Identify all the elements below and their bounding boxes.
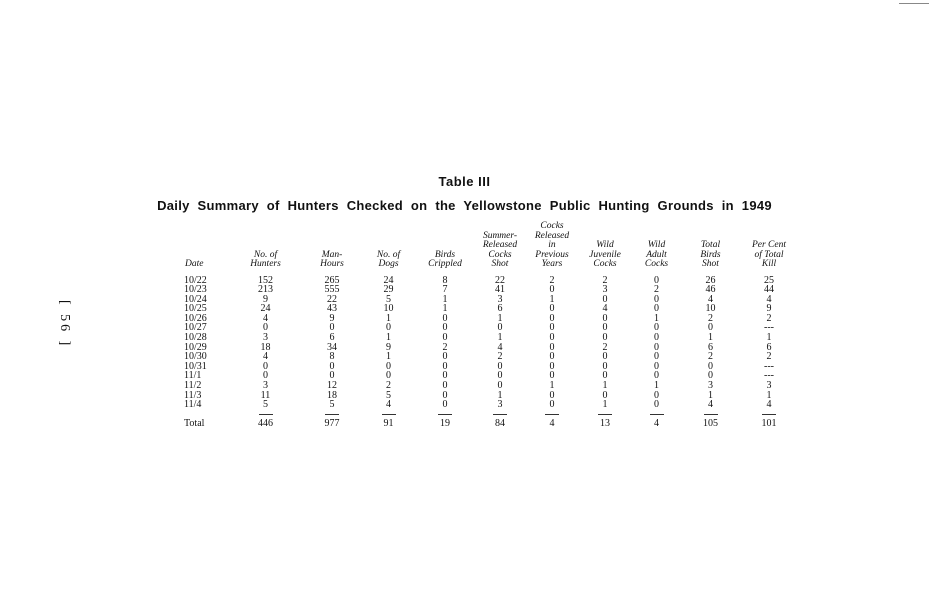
table-cell: 0 bbox=[329, 360, 335, 372]
table-cell: 5 bbox=[329, 399, 335, 411]
column-header-line: Shot bbox=[702, 259, 719, 269]
rule-line bbox=[598, 414, 612, 415]
table-cell: 1 bbox=[708, 332, 713, 344]
table-cell: 213 bbox=[258, 284, 273, 296]
table-cell: 4 bbox=[766, 399, 772, 411]
date-cell: 10/28 bbox=[184, 332, 207, 344]
table-cell: 10 bbox=[705, 303, 716, 315]
table-cell: 1 bbox=[654, 380, 659, 392]
table-cell: 2 bbox=[708, 312, 713, 324]
table-cell: 0 bbox=[263, 360, 268, 372]
table-cell: 6 bbox=[766, 341, 772, 353]
table-cell: 4 bbox=[708, 399, 713, 411]
table-cell: 0 bbox=[602, 360, 608, 372]
table-cell: 1 bbox=[602, 399, 608, 411]
rule-line bbox=[438, 414, 452, 415]
table-cell: 0 bbox=[549, 360, 555, 372]
table-cell: 2 bbox=[708, 351, 713, 363]
table-cell: 1 bbox=[549, 380, 555, 392]
table-cell: 5 bbox=[386, 389, 391, 401]
scan-edge-line bbox=[899, 3, 929, 4]
table-cell: 24 bbox=[260, 303, 271, 315]
table-cell: 4 bbox=[602, 303, 608, 315]
table-cell: 2 bbox=[549, 274, 555, 286]
table-cell: 1 bbox=[442, 303, 448, 315]
table-cell: 12 bbox=[327, 380, 337, 392]
table-cell: 43 bbox=[327, 303, 337, 315]
table-cell: 3 bbox=[766, 380, 772, 392]
table-cell: 1 bbox=[654, 312, 659, 324]
table-cell: --- bbox=[764, 322, 774, 334]
table-cell: 0 bbox=[654, 322, 659, 334]
rule-line bbox=[762, 414, 776, 415]
table-cell: 0 bbox=[442, 399, 448, 411]
totals-cell: 105 bbox=[703, 417, 718, 429]
table-cell: 0 bbox=[602, 332, 608, 344]
column-header bbox=[361, 222, 416, 276]
table-row bbox=[180, 381, 798, 391]
table-cell: 0 bbox=[708, 370, 713, 382]
date-cell: 10/29 bbox=[184, 341, 207, 353]
table-cell: 0 bbox=[602, 322, 608, 334]
column-header-line: Juvenile bbox=[589, 249, 621, 260]
table-cell: 555 bbox=[324, 284, 340, 296]
column-header-line: Cocks bbox=[644, 259, 669, 269]
column-header-line: Birds bbox=[434, 249, 456, 260]
table-cell: 0 bbox=[497, 322, 503, 334]
column-header-line: Hours bbox=[320, 259, 344, 269]
table-row bbox=[180, 352, 798, 362]
column-header-line: Released bbox=[482, 240, 518, 250]
date-cell: 10/30 bbox=[184, 351, 207, 363]
rule-line bbox=[325, 414, 339, 415]
table-cell: 3 bbox=[602, 284, 608, 296]
table-cell: 41 bbox=[495, 284, 505, 296]
date-cell: 11/3 bbox=[184, 389, 202, 401]
rule-line bbox=[545, 414, 559, 415]
table-cell: 2 bbox=[442, 341, 448, 353]
column-header-line: in bbox=[548, 240, 556, 250]
table-cell: 0 bbox=[654, 360, 659, 372]
column-header-line: Date bbox=[185, 259, 204, 269]
rule-line bbox=[382, 414, 396, 415]
column-header bbox=[681, 222, 740, 276]
table-cell: 11 bbox=[260, 389, 271, 401]
date-cell: 10/26 bbox=[184, 312, 207, 324]
rule-line bbox=[493, 414, 507, 415]
table-row bbox=[180, 362, 798, 372]
table-cell: 4 bbox=[386, 399, 391, 411]
date-cell: 10/25 bbox=[184, 303, 207, 315]
table-cell: 0 bbox=[602, 351, 608, 363]
column-header-line: Summer- bbox=[482, 230, 518, 241]
table-cell: 1 bbox=[386, 351, 391, 363]
table-cell: 0 bbox=[654, 341, 659, 353]
table-cell: 4 bbox=[766, 293, 772, 305]
date-cell: 10/27 bbox=[184, 322, 207, 334]
totals-cell: 4 bbox=[549, 417, 555, 429]
table-row bbox=[180, 333, 798, 343]
table-cell: 25 bbox=[764, 274, 774, 286]
table-cell: 0 bbox=[654, 274, 659, 286]
table-cell: 1 bbox=[386, 332, 391, 344]
column-header-line: Previous bbox=[535, 249, 569, 260]
table-cell: 0 bbox=[549, 303, 555, 315]
table-cell: 0 bbox=[549, 332, 555, 344]
rule-line bbox=[704, 414, 718, 415]
table-cell: 0 bbox=[654, 370, 659, 382]
totals-cell: 101 bbox=[761, 417, 777, 429]
column-header-line: No. of bbox=[376, 249, 401, 260]
table-cell: 3 bbox=[263, 332, 268, 344]
date-cell: 10/31 bbox=[184, 360, 207, 372]
column-header bbox=[474, 222, 526, 276]
totals-cell: 4 bbox=[654, 417, 659, 429]
table-cell: 2 bbox=[766, 351, 772, 363]
table-cell: 1 bbox=[602, 380, 608, 392]
table-cell: 0 bbox=[549, 284, 555, 296]
table-cell: 0 bbox=[329, 322, 335, 334]
rule-line bbox=[650, 414, 664, 415]
table-cell: 8 bbox=[442, 274, 448, 286]
table-cell: 0 bbox=[549, 370, 555, 382]
table-cell: 1 bbox=[497, 312, 503, 324]
table-cell: 3 bbox=[708, 380, 713, 392]
table-cell: 0 bbox=[442, 332, 448, 344]
table-cell: 0 bbox=[602, 312, 608, 324]
table-cell: 29 bbox=[383, 284, 394, 296]
totals-cell: 84 bbox=[495, 417, 505, 429]
table-cell: 0 bbox=[442, 312, 448, 324]
table-row bbox=[180, 400, 798, 410]
column-header-line: Birds bbox=[700, 249, 721, 260]
column-header bbox=[228, 222, 303, 276]
table-cell: 0 bbox=[263, 370, 268, 382]
table-cell: 1 bbox=[766, 332, 772, 344]
table-cell: 0 bbox=[708, 322, 713, 334]
table-cell: 3 bbox=[497, 399, 503, 411]
column-header bbox=[526, 222, 578, 276]
table-cell: 1 bbox=[497, 389, 503, 401]
table-cell: 2 bbox=[602, 341, 608, 353]
column-header-line: Wild bbox=[647, 240, 666, 250]
rule-line bbox=[259, 414, 273, 415]
totals-row bbox=[180, 419, 798, 429]
totals-cell: 446 bbox=[258, 417, 273, 429]
table-cell: 0 bbox=[602, 370, 608, 382]
table-row bbox=[180, 314, 798, 324]
table-cell: 0 bbox=[442, 322, 448, 334]
table-cell: 5 bbox=[386, 293, 391, 305]
table-cell: 0 bbox=[549, 312, 555, 324]
table-cell: --- bbox=[764, 360, 774, 372]
column-header-line: No. of bbox=[253, 249, 278, 260]
table-cell: 1 bbox=[766, 389, 772, 401]
table-body bbox=[180, 276, 798, 429]
table-row bbox=[180, 371, 798, 381]
table-cell: 24 bbox=[383, 274, 394, 286]
table-cell: 1 bbox=[442, 293, 448, 305]
table-row bbox=[180, 285, 798, 295]
table-cell: 6 bbox=[497, 303, 503, 315]
table-cell: 0 bbox=[602, 389, 608, 401]
column-header-line: Released bbox=[534, 230, 570, 241]
table-cell: 0 bbox=[497, 370, 503, 382]
totals-cell: 13 bbox=[600, 417, 610, 429]
table-cell: 1 bbox=[708, 389, 713, 401]
date-cell: 10/22 bbox=[184, 274, 207, 286]
column-header-line: Wild bbox=[596, 240, 614, 250]
totals-label: Total bbox=[184, 417, 205, 429]
table-cell: 6 bbox=[329, 332, 335, 344]
table-cell: 7 bbox=[442, 284, 448, 296]
table-cell: 0 bbox=[708, 360, 713, 372]
table-row bbox=[180, 323, 798, 333]
column-header-line: Cocks bbox=[540, 221, 564, 231]
table-cell: 44 bbox=[764, 284, 774, 296]
table-cell: 0 bbox=[654, 389, 659, 401]
table-cell: 6 bbox=[708, 341, 713, 353]
table-cell: 152 bbox=[258, 274, 273, 286]
table-cell: 0 bbox=[263, 322, 268, 334]
column-header bbox=[578, 222, 632, 276]
table-cell: 0 bbox=[497, 360, 503, 372]
table-cell: 0 bbox=[549, 351, 555, 363]
table-cell: 0 bbox=[329, 370, 335, 382]
table-cell: 4 bbox=[263, 351, 268, 363]
table-row bbox=[180, 391, 798, 401]
table-cell: 2 bbox=[497, 351, 503, 363]
table-cell: 18 bbox=[327, 389, 337, 401]
table-cell: 9 bbox=[386, 341, 391, 353]
column-header-line: Cocks bbox=[488, 249, 512, 260]
table-row bbox=[180, 304, 798, 314]
table-cell: 22 bbox=[495, 274, 505, 286]
table-cell: 0 bbox=[602, 293, 608, 305]
table-cell: 18 bbox=[260, 341, 271, 353]
table-cell: 0 bbox=[442, 389, 448, 401]
column-header-line: Kill bbox=[761, 259, 777, 269]
table-cell: 0 bbox=[654, 351, 659, 363]
table-cell: 22 bbox=[327, 293, 337, 305]
column-header-line: Total bbox=[700, 240, 721, 250]
table-cell: 0 bbox=[497, 380, 503, 392]
table-cell: 0 bbox=[549, 341, 555, 353]
table-cell: 0 bbox=[549, 322, 555, 334]
date-cell: 11/4 bbox=[184, 399, 202, 411]
column-header-line: Dogs bbox=[378, 259, 399, 269]
table-cell: 8 bbox=[329, 351, 335, 363]
table-cell: 3 bbox=[497, 293, 503, 305]
table-cell: 2 bbox=[654, 284, 659, 296]
column-header-line: of Total bbox=[754, 249, 784, 260]
table-cell: 0 bbox=[386, 322, 391, 334]
table-cell: 265 bbox=[324, 274, 340, 286]
table-cell: 0 bbox=[654, 332, 659, 344]
column-header-line: Hunters bbox=[250, 259, 281, 269]
date-cell: 10/23 bbox=[184, 284, 207, 296]
table-cell: 2 bbox=[386, 380, 391, 392]
table-cell: 1 bbox=[386, 312, 391, 324]
table-row bbox=[180, 343, 798, 353]
table-cell: 9 bbox=[263, 293, 268, 305]
table-cell: 0 bbox=[442, 351, 448, 363]
totals-cell: 91 bbox=[383, 417, 394, 429]
table-cell: 2 bbox=[766, 312, 772, 324]
date-cell: 11/2 bbox=[184, 380, 202, 392]
column-header-line: Years bbox=[541, 259, 563, 269]
table-cell: 0 bbox=[654, 399, 659, 411]
table-cell: 0 bbox=[549, 399, 555, 411]
table-cell: 0 bbox=[549, 389, 555, 401]
column-header bbox=[180, 222, 228, 276]
table-cell: 5 bbox=[263, 399, 268, 411]
totals-cell: 977 bbox=[324, 417, 340, 429]
table-title: Table III bbox=[438, 174, 491, 189]
column-header-line: Man- bbox=[321, 249, 343, 260]
column-header-line: Crippled bbox=[428, 259, 462, 269]
table-cell: 0 bbox=[442, 370, 448, 382]
table-cell: 0 bbox=[442, 380, 448, 392]
date-cell: 10/24 bbox=[184, 293, 207, 305]
hunters-summary-table bbox=[180, 222, 798, 428]
column-header-line: Adult bbox=[646, 249, 667, 260]
table-cell: 4 bbox=[497, 341, 503, 353]
column-header-line: Shot bbox=[491, 259, 509, 269]
column-header-line: Cocks bbox=[593, 259, 617, 269]
date-cell: 11/1 bbox=[184, 370, 202, 382]
table-cell: 26 bbox=[705, 274, 716, 286]
table-cell: 2 bbox=[602, 274, 608, 286]
table-cell: 1 bbox=[497, 332, 503, 344]
table-cell: 3 bbox=[263, 380, 268, 392]
table-cell: 9 bbox=[329, 312, 335, 324]
column-header bbox=[416, 222, 474, 276]
table-cell: 0 bbox=[386, 370, 391, 382]
header-row bbox=[180, 222, 798, 276]
column-header bbox=[740, 222, 798, 276]
table-subtitle: Daily Summary of Hunters Checked on the Yellowstone Public Hunting Grounds in 1949 bbox=[157, 198, 772, 213]
table-cell: 0 bbox=[442, 360, 448, 372]
table-cell: 0 bbox=[654, 293, 659, 305]
column-header bbox=[632, 222, 681, 276]
table-cell: 9 bbox=[766, 303, 772, 315]
table-cell: 34 bbox=[327, 341, 337, 353]
column-header bbox=[303, 222, 361, 276]
table-cell: --- bbox=[764, 370, 774, 382]
table-cell: 4 bbox=[263, 312, 268, 324]
table-cell: 1 bbox=[549, 293, 555, 305]
column-header-line: Per Cent bbox=[751, 240, 787, 250]
table-cell: 10 bbox=[383, 303, 394, 315]
table-cell: 46 bbox=[705, 284, 716, 296]
table-cell: 4 bbox=[708, 293, 713, 305]
table-cell: 0 bbox=[654, 303, 659, 315]
totals-cell: 19 bbox=[440, 417, 450, 429]
table-cell: 0 bbox=[386, 360, 391, 372]
page-number: [ 56 ] bbox=[57, 300, 72, 349]
